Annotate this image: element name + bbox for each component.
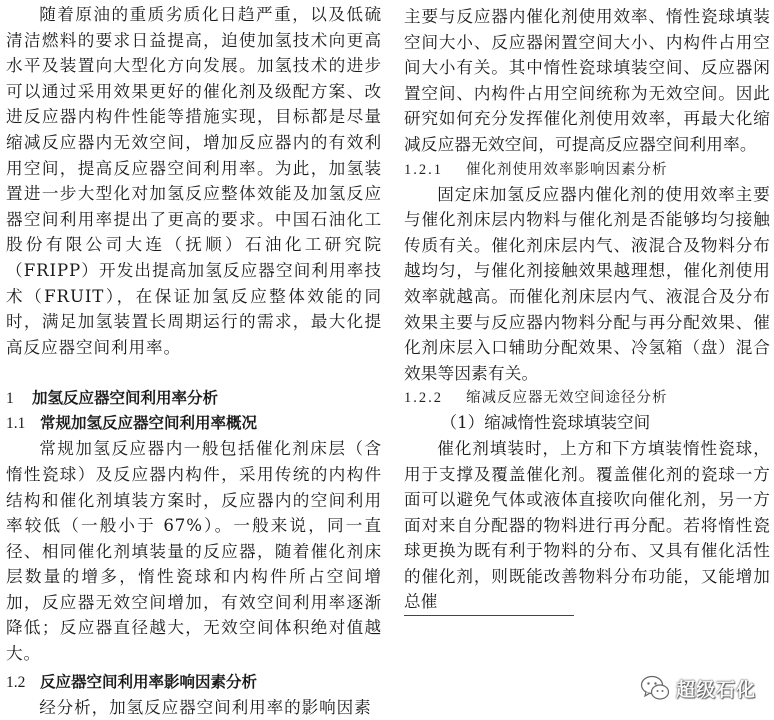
section-1-2-1-heading xyxy=(404,158,770,182)
section-1-2-heading xyxy=(6,670,382,695)
paragraph-1-2-continued: 主要与反应器内催化剂使用效率、惰性瓷球填装空间大小、反应器闲置空间大小、内构件占用空间大小有关。其中惰性瓷球填装空间、反应器闲置空间、内构件占用空间统称为无效空间。因此研究如何充分发挥催化剂使用效率，再最大化缩减反应器无效空间，可提高反应器空间利用率。 xyxy=(404,7,770,154)
section-1-1-title: 常规加氢反应器空间利用率概况 xyxy=(40,414,258,433)
section-1-2-1-title: 催化剂使用效率影响因素分析 xyxy=(466,161,668,178)
section-1-number: 1 xyxy=(6,390,14,408)
watermark-text: 超级石化 xyxy=(676,678,757,701)
section-1-2-2-number: 1.2.2 xyxy=(404,390,443,407)
paragraph-item-1: 催化剂填装时，上方和下方填装惰性瓷球，用于支撑及覆盖催化剂。覆盖催化剂的瓷球一方面可以避免气体或液体直接吹向催化剂，另一方面对来自分配器的物料进行再分配。若将惰性瓷球更换为既有利于物料的分布、又具有催化活性的催化剂，则既能改善物料分布功能，又能增加总催 xyxy=(404,438,770,612)
section-1-2-2-heading xyxy=(404,386,770,410)
section-1-1-number: 1.1 xyxy=(6,415,26,433)
paragraph-1-2-1: 固定床加氢反应器内催化剂的使用效率主要与催化剂床层内物料与催化剂是否能够均匀接触传质有关。催化剂床层内气、液混合及物料分布越均匀，与催化剂接触效果越理想，催化剂使用效率就越高。而催化剂床层内气、液混合及分布效果主要与反应器内物料分配与再分配效果、催化剂床层入口辅助分配效果、冷氢箱（盘）混合效果等因素有关。 xyxy=(404,184,770,383)
list-item-1: （1）缩减惰性瓷球填装空间 xyxy=(440,413,651,433)
paragraph-1-1: 常规加氢反应器内一般包括催化剂床层（含惰性瓷球）及反应器内构件，采用传统的内构件结构和催化剂填装方案时，反应器内的空间利用率较低（一般小于 67%）。一般来说，同一直径、相同催化剂填装量的反应器，随着催化剂床层数量的增多，惰性瓷球和内构件所占空间增加，反应器无效空间增加，有效空间利用率逐渐降低；反应器直径越大，无效空间体积绝对值越大。 xyxy=(6,439,382,664)
section-1-2-title: 反应器空间利用率影响因素分析 xyxy=(40,672,258,691)
paragraph-1-2-start: 经分析，加氢反应器空间利用率的影响因素 xyxy=(39,697,372,717)
watermark xyxy=(640,670,756,706)
section-1-1-heading xyxy=(6,411,382,436)
section-1-2-1-number: 1.2.1 xyxy=(404,161,443,178)
right-column xyxy=(404,0,770,615)
section-1-2-number: 1.2 xyxy=(6,673,26,691)
footnote-divider xyxy=(404,615,574,616)
wechat-icon xyxy=(640,674,670,702)
left-column xyxy=(6,0,382,720)
section-1-heading xyxy=(6,386,382,411)
section-1-title: 加氢反应器空间利用率分析 xyxy=(32,389,219,408)
section-1-2-2-title: 缩减反应器无效空间途径分析 xyxy=(466,390,668,407)
intro-paragraph: 随着原油的重质劣质化日趋严重，以及低硫清洁燃料的要求日益提高，迫使加氢技术向更高水平及装置向大型化方向发展。加氢技术的进步可以通过采用效果更好的催化剂及级配方案、改进反应器内构件性能等措施实现，目标都是尽量缩减反应器内无效空间，增加反应器内的有效利用空间，提高反应器空间利用率。为此，加氢装置进一步大型化对加氢反应整体效能及加氢反应器空间利用率提出了更高的要求。中国石油化工股份有限公司大连（抚顺）石油化工研究院（FRIPP）开发出提高加氢反应器空间利用率技术（FRUIT），在保证加氢反应整体效能的同时，满足加氢装置长周期运行的需求，最大化提高反应器空间利用率。 xyxy=(6,5,382,357)
